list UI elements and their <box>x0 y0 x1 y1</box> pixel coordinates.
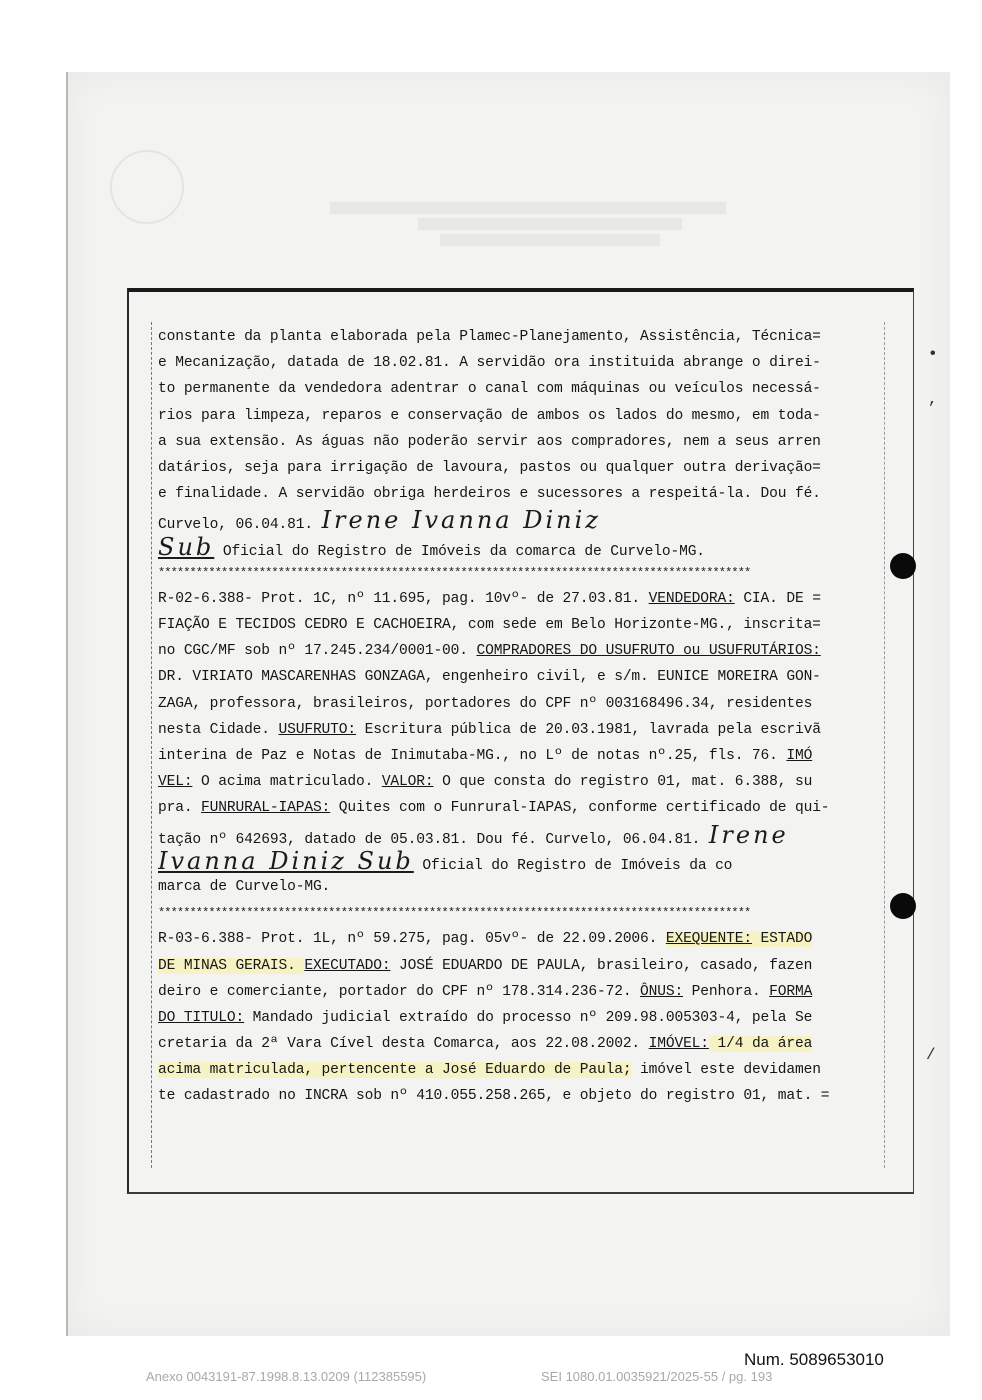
r03-text: cretaria da 2ª Vara Cível desta Comarca, aos 22.08.2002. <box>158 1036 649 1053</box>
handwritten-signature: Ivanna Diniz Sub <box>158 847 414 874</box>
r03-text: 1/4 da área <box>708 1036 813 1053</box>
r02-text: CIA. DE = <box>734 590 821 607</box>
text-line: rios para limpeza, reparos e conservação de ambos os lados do mesmo, em toda- <box>158 407 821 424</box>
text-line <box>158 848 884 874</box>
text-line: to permanente da vendedora adentrar o canal com máquinas ou veículos necessá- <box>158 381 821 398</box>
text-line <box>158 507 884 533</box>
r02-text: interina de Paz e Notas de Inimutaba-MG., no Lº de notas nº.25, fls. 76. <box>158 748 787 764</box>
text-line <box>158 953 884 979</box>
r02-text: O que consta do registro 01, mat. 6.388, su <box>433 774 813 791</box>
text-line: ZAGA, professora, brasileiros, portadores do CPF nº 003168496.34, residentes <box>158 695 813 712</box>
text-line: e Mecanização, datada de 18.02.81. A servidão ora instituida abrange o direi- <box>158 355 821 372</box>
date-text: Curvelo, 06.04.81. <box>158 517 313 534</box>
r03-heading: IMÓVEL: <box>648 1036 709 1053</box>
margin-mark: • <box>928 345 938 363</box>
r03-heading: ÔNUS: <box>640 983 684 1000</box>
r03-text: acima matriculada, pertencente a José Eduardo de Paula; <box>158 1062 632 1079</box>
r02-text: pra. <box>158 800 202 817</box>
handwritten-signature: Sub <box>158 533 215 560</box>
r03-text: ESTADO <box>751 931 813 948</box>
r03-text: DE MINAS GERAIS. <box>158 957 305 974</box>
r02-text: Escritura pública de 20.03.1981, lavrada pela escrivã <box>356 721 821 738</box>
text-line: DR. VIRIATO MASCARENHAS GONZAGA, engenheiro civil, e s/m. EUNICE MOREIRA GON- <box>158 669 821 686</box>
r03-text: Penhora. <box>683 983 770 1000</box>
r03-text: R-03-6.388- Prot. 1L, nº 59.275, pag. 05vº- de 22.09.2006. <box>158 931 666 948</box>
registry-text <box>158 324 884 1110</box>
r03-heading: EXEQUENTE: <box>665 931 752 948</box>
text-line <box>158 534 884 560</box>
text-line <box>158 795 884 821</box>
binder-hole-top <box>890 553 916 579</box>
handwritten-signature: Irene <box>708 821 789 848</box>
handwritten-signature: Irene Ivanna Diniz <box>321 507 601 534</box>
r03-heading: DO TITULO: <box>158 1009 245 1026</box>
footer-anexo: Anexo 0043191-87.1998.8.13.0209 (112385595) <box>146 1369 427 1384</box>
r03-text: Mandado judicial extraído do processo nº 209.98.005303-4, pela Se <box>244 1009 813 1026</box>
text-line <box>158 717 884 743</box>
r03-text: deiro e comerciante, portador do CPF nº 178.314.236-72. <box>158 983 641 1000</box>
text-line <box>158 822 884 848</box>
r02-text: no CGC/MF sob nº 17.245.234/0001-00. <box>158 643 477 660</box>
text-line: a sua extensão. As águas não poderão servir aos compradores, nem a seus arren <box>158 433 821 450</box>
asterisk-separator: ********************************************************************************************** <box>158 906 751 921</box>
r02-heading: VEL: <box>158 774 193 791</box>
text-line: marca de Curvelo-MG. <box>158 878 331 895</box>
margin-mark: / <box>926 1046 936 1064</box>
r02-text: Quites com o Funrural-IAPAS, conforme certificado de qui- <box>330 800 830 817</box>
r02-heading: IMÓ <box>786 748 813 764</box>
text-line <box>158 926 884 952</box>
left-margin-line <box>151 322 152 1168</box>
r02-heading: VALOR: <box>381 774 434 791</box>
document-number: Num. 5089653010 <box>744 1350 884 1369</box>
bleed-through-text <box>330 198 770 268</box>
right-margin-line <box>884 322 885 1168</box>
official-text: Oficial do Registro de Imóveis da co <box>413 857 733 874</box>
text-line <box>158 586 884 612</box>
bleed-through-seal <box>110 150 184 224</box>
r03-heading: FORMA <box>769 983 813 1000</box>
r02-text: nesta Cidade. <box>158 721 279 738</box>
footer-sei: SEI 1080.01.0035921/2025-55 / pg. 193 <box>541 1369 773 1384</box>
r03-heading: EXECUTADO: <box>304 957 391 974</box>
margin-mark: , <box>928 390 938 408</box>
binder-hole-bottom <box>890 893 916 919</box>
r02-heading: VENDEDORA: <box>648 590 735 607</box>
r02-heading: COMPRADORES DO USUFRUTO ou USUFRUTÁRIOS: <box>476 643 821 660</box>
scan-edge <box>66 72 68 1336</box>
r02-text: O acima matriculado. <box>192 774 382 791</box>
r02-heading: FUNRURAL-IAPAS: <box>201 800 331 817</box>
r03-text: imóvel este devidamen <box>631 1062 821 1079</box>
text-line <box>158 638 884 664</box>
text-line <box>158 979 884 1005</box>
r02-text: R-02-6.388- Prot. 1C, nº 11.695, pag. 10vº- de 27.03.81. <box>158 590 649 607</box>
r02-text: tação nº 642693, datado de 05.03.81. Dou fé. Curvelo, 06.04.81. <box>158 831 709 848</box>
official-text: Oficial do Registro de Imóveis da comarca de Curvelo-MG. <box>214 543 705 560</box>
text-line: constante da planta elaborada pela Plamec-Planejamento, Assistência, Técnica= <box>158 329 821 345</box>
text-line <box>158 1005 884 1031</box>
text-line: datários, seja para irrigação de lavoura, pastos ou qualquer outra derivação= <box>158 459 821 476</box>
r03-text: JOSÉ EDUARDO DE PAULA, brasileiro, casado, fazen <box>390 957 813 974</box>
asterisk-separator: ********************************************************************************************** <box>158 565 751 580</box>
text-line <box>158 1031 884 1057</box>
text-line <box>158 743 884 769</box>
text-line: FIAÇÃO E TECIDOS CEDRO E CACHOEIRA, com sede em Belo Horizonte-MG., inscrita= <box>158 617 821 634</box>
text-line: e finalidade. A servidão obriga herdeiros e sucessores a respeitá-la. Dou fé. <box>158 486 821 503</box>
text-line <box>158 769 884 795</box>
text-line <box>158 1057 884 1083</box>
text-line: te cadastrado no INCRA sob nº 410.055.258.265, e objeto do registro 01, mat. = <box>158 1088 830 1105</box>
r02-heading: USUFRUTO: <box>278 721 356 738</box>
